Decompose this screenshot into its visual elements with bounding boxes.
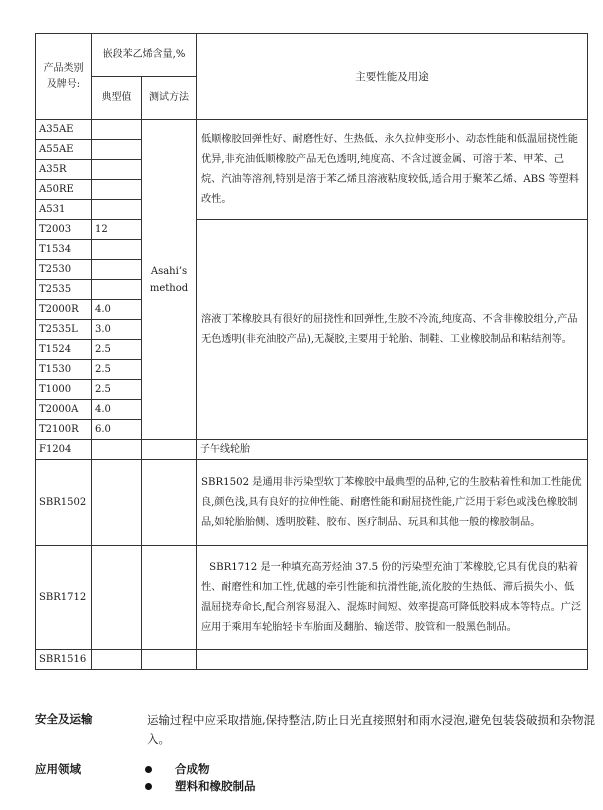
grade-cell: A35AE [36,120,92,140]
header-test-method: 测试方法 [142,77,197,120]
grade-cell: T1534 [36,240,92,260]
typical-value-cell: 3.0 [92,320,142,340]
application-item [145,761,256,778]
grade-cell: A531 [36,200,92,220]
grade-cell: A55AE [36,140,92,160]
bullet-icon [145,766,152,773]
test-method-cell [142,650,197,670]
test-method-cell: Asahi’s method [142,120,197,440]
typical-value-cell [92,200,142,220]
test-method-cell [142,546,197,650]
grade-cell: T1524 [36,340,92,360]
typical-value-cell [92,280,142,300]
typical-value-cell [92,260,142,280]
table-row [36,120,588,140]
application-item-label: 塑料和橡胶制品 [175,779,256,793]
safety-text: 运输过程中应采取措施,保持整洁,防止日光直接照射和雨水浸泡,避免包装袋破损和杂物混入。 [147,713,595,746]
grade-cell: T1530 [36,360,92,380]
application-label: 应用领域 [35,762,81,776]
typical-value-cell: 12 [92,220,142,240]
typical-value-cell: 4.0 [92,400,142,420]
description-cell [197,650,588,670]
typical-value-cell: 6.0 [92,420,142,440]
header-row [36,34,588,77]
table-row [36,650,588,670]
grade-cell: F1204 [36,440,92,460]
typical-value-cell: 4.0 [92,300,142,320]
grade-cell: T2003 [36,220,92,240]
header-styrene-content: 嵌段苯乙烯含量,% [92,34,197,77]
header-typical-value: 典型值 [92,77,142,120]
table-row [36,546,588,650]
grade-cell: T2000R [36,300,92,320]
typical-value-cell [92,160,142,180]
grade-cell: SBR1516 [36,650,92,670]
test-method-cell [142,440,197,460]
spec-table-body [36,34,588,670]
product-spec-table [35,33,588,670]
description-cell: 溶液丁苯橡胶具有很好的屈挠性和回弹性,生胶不冷流,纯度高、不含非橡胶组分,产品无色透明(非充油胶产品),无凝胶,主要用于轮胎、制鞋、工业橡胶制品和粘结剂等。 [197,220,588,440]
grade-cell: A35R [36,160,92,180]
safety-label: 安全及运输 [35,712,93,726]
grade-cell: T1000 [36,380,92,400]
application-section [35,761,595,801]
header-main-properties: 主要性能及用途 [197,34,588,120]
grade-cell: T2100R [36,420,92,440]
grade-cell: T2535 [36,280,92,300]
description-cell: SBR1712 是一种填充高芳烃油 37.5 份的污染型充油丁苯橡胶,它具有优良的粘着性、耐磨性和加工性,优越的牵引性能和抗滑性能,流化胶的生热低、滞后损失小、低温屈挠寿命长,配合剂容易混入、混炼时间短、效率提高可降低胶料成本等特点。广泛应用于乘用车轮胎轻卡车胎面及翻胎、输送带、胶管和一般黑色制品。 [197,546,588,650]
description-cell: SBR1502 是通用非污染型软丁苯橡胶中最典型的品种,它的生胶粘着性和加工性能优良,颜色浅,具有良好的拉伸性能、耐磨性能和耐屈挠性能,广泛用于彩色或浅色橡胶制品,如轮胎胎侧、透明胶鞋、胶布、医疗制品、玩具和其他一般的橡胶制品。 [197,460,588,546]
grade-cell: T2535L [36,320,92,340]
typical-value-cell [92,440,142,460]
typical-value-cell: 2.5 [92,360,142,380]
application-item-label: 合成物 [175,762,210,776]
typical-value-cell [92,240,142,260]
typical-value-cell [92,120,142,140]
application-list [145,761,256,795]
typical-value-cell [92,180,142,200]
table-row [36,440,588,460]
grade-cell: T2000A [36,400,92,420]
typical-value-cell: 2.5 [92,340,142,360]
typical-value-cell [92,546,142,650]
safety-section [35,711,595,751]
typical-value-cell: 2.5 [92,380,142,400]
grade-cell: SBR1712 [36,546,92,650]
bullet-icon [145,783,152,790]
typical-value-cell [92,140,142,160]
description-cell: 低顺橡胶回弹性好、耐磨性好、生热低、永久拉伸变形小、动态性能和低温屈挠性能优异,非充油低顺橡胶产品无色透明,纯度高、不含过渡金属、可溶于苯、甲苯、己烷、汽油等溶剂,特别是溶于苯乙烯且溶液粘度较低,适合用于聚苯乙烯、ABS 等塑料改性。 [197,120,588,220]
grade-cell: T2530 [36,260,92,280]
header-category: 产品类别及牌号: [36,34,92,120]
table-row [36,460,588,546]
typical-value-cell [92,460,142,546]
typical-value-cell [92,650,142,670]
table-row [36,220,588,240]
grade-cell: A50RE [36,180,92,200]
grade-cell: SBR1502 [36,460,92,546]
application-item [145,778,256,795]
test-method-cell [142,460,197,546]
description-cell: 子午线轮胎 [197,440,588,460]
